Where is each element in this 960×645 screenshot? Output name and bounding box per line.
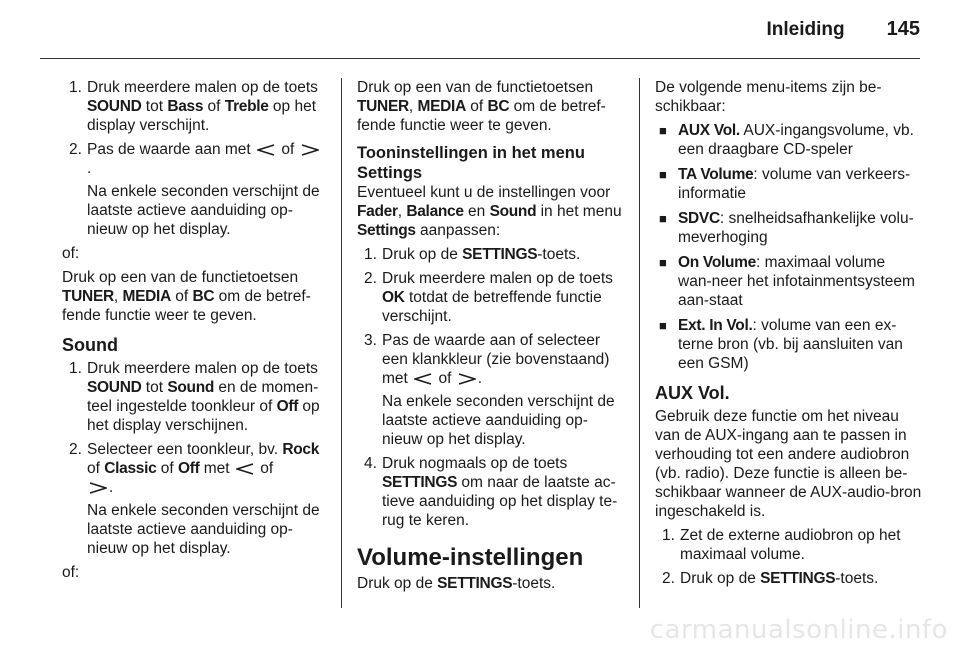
page-header: [40, 20, 920, 50]
triangle-left-icon: [257, 144, 275, 156]
triangle-left-icon: [236, 463, 254, 475]
keyword: TUNER: [62, 288, 114, 305]
or-label: of:: [62, 245, 80, 262]
keyword: On Volume: [678, 254, 756, 271]
column-2: [357, 78, 625, 598]
text: op het display verschijnt.: [87, 98, 317, 134]
text: in het menu: [536, 203, 622, 220]
text: met: [199, 460, 234, 477]
bullet-item: [655, 253, 923, 310]
paragraph: [357, 183, 625, 240]
list-item: [62, 440, 324, 558]
list-item: [357, 245, 625, 264]
text: : maximaal volume wan-neer het infotainmentsysteem aan-staat: [678, 254, 915, 309]
list-number: 1.: [69, 360, 82, 377]
list-number: 2.: [69, 441, 82, 458]
bullet-square-icon: ■: [659, 123, 667, 138]
text: Druk op de: [680, 570, 761, 587]
text: Druk meerdere malen op de toets: [87, 79, 318, 96]
text: AUX-ingangsvolume, vb. een draagbare CD-speler: [678, 122, 914, 158]
text: of: [255, 460, 274, 477]
page-title: Inleiding: [766, 19, 845, 40]
text: : snelheidsafhankelijke volu-meverhoging: [678, 210, 914, 246]
text: Druk op de: [382, 246, 463, 263]
keyword: Off: [276, 398, 299, 415]
column-1: [62, 78, 324, 587]
list-number: 3.: [364, 332, 377, 349]
keyword: SETTINGS: [760, 570, 836, 587]
triangle-right-icon: [301, 144, 319, 156]
keyword: Balance: [406, 203, 464, 220]
keyword: Bass: [167, 98, 204, 115]
list-text: [87, 78, 324, 135]
text: of: [203, 98, 225, 115]
keyword: Fader: [357, 203, 398, 220]
text: ,: [408, 98, 418, 115]
keyword: SETTINGS: [437, 575, 513, 592]
note: Na enkele seconden verschijnt de laatste actieve aanduiding op-nieuw op het display.: [382, 393, 615, 448]
text: of: [156, 460, 178, 477]
keyword: Treble: [224, 98, 269, 115]
text: of: [87, 460, 105, 477]
section-heading-sound: Sound: [62, 335, 118, 355]
bullet-square-icon: ■: [659, 211, 667, 226]
text: Druk meerdere malen op de toets: [382, 270, 613, 287]
text: .: [477, 370, 483, 387]
text: en: [463, 203, 490, 220]
bullet-item: [655, 121, 923, 159]
text: : volume van een ex-terne bron (vb. bij aansluiten van een GSM): [678, 317, 903, 372]
list-item: [62, 78, 324, 135]
text: ,: [113, 288, 123, 305]
text: Eventueel kunt u de instellingen voor: [357, 184, 611, 201]
text: en de momen-teel ingestelde toonkleur of: [87, 379, 319, 415]
note: Na enkele seconden verschijnt de laatste actieve aanduiding op-nieuw op het display.: [87, 183, 320, 238]
triangle-right-icon: [458, 373, 476, 385]
keyword: SETTINGS: [382, 474, 458, 491]
column-3: [655, 78, 923, 593]
text: Pas de waarde aan of selecteer een klankkleur (zie bovenstaand) met: [382, 332, 610, 387]
keyword: Settings: [357, 222, 416, 239]
text: .: [87, 160, 92, 177]
header-rule: [40, 58, 920, 59]
text: om de betref-fende functie weer te geven.: [62, 288, 311, 324]
section-heading-tone-settings: Tooninstellingen in het menu Settings: [357, 144, 585, 182]
list-item: [655, 526, 923, 564]
text: tot: [141, 379, 168, 396]
list-text: [382, 454, 625, 530]
or-label: of:: [62, 564, 80, 581]
list-text: [382, 269, 625, 326]
list-number: 2.: [364, 270, 377, 287]
keyword: TA Volume: [678, 166, 754, 183]
keyword: Off: [177, 460, 200, 477]
section-heading-aux-vol: AUX Vol.: [655, 383, 730, 403]
bullet-item: [655, 165, 923, 203]
triangle-left-icon: [414, 373, 432, 385]
bullet-square-icon: ■: [659, 167, 667, 182]
bullet-square-icon: ■: [659, 318, 667, 333]
paragraph: [357, 574, 625, 593]
text: of: [170, 288, 193, 305]
triangle-right-icon: [89, 482, 107, 494]
paragraph: [62, 268, 324, 325]
keyword: Sound: [167, 379, 215, 396]
paragraph: Gebruik deze functie om het niveau van de AUX-ingang aan te passen in verhouding tot een andere audiobron (vb. radio). Deze functie is alleen be-schikbaar wanneer de AUX-audio-bron ingeschakeld is.: [655, 408, 922, 520]
column-divider-1: [341, 78, 342, 608]
text: of: [277, 141, 299, 158]
text: .: [109, 479, 114, 496]
list-item: [357, 454, 625, 530]
keyword: Classic: [104, 460, 157, 477]
text: Selecteer een toonkleur, bv.: [87, 441, 283, 458]
watermark: carmanualsonline.info: [649, 615, 948, 645]
text: -toets.: [835, 570, 879, 587]
keyword: SOUND: [87, 98, 142, 115]
list-number: 2.: [69, 141, 82, 158]
paragraph: De volgende menu-items zijn be-schikbaar:: [655, 79, 882, 115]
list-text: [87, 440, 324, 497]
keyword: BC: [487, 98, 510, 115]
page-number: 145: [886, 18, 920, 40]
keyword: TUNER: [357, 98, 409, 115]
keyword: Rock: [282, 441, 320, 458]
list-text: [87, 359, 324, 435]
list-item: [62, 140, 324, 239]
bullet-square-icon: ■: [659, 255, 667, 270]
note: Na enkele seconden verschijnt de laatste actieve aanduiding op-nieuw op het display.: [87, 502, 320, 557]
section-heading-volume: Volume-instellingen: [357, 544, 584, 571]
text: of: [434, 370, 456, 387]
text: : volume van verkeers-informatie: [678, 166, 911, 202]
list-number: 1.: [364, 246, 377, 263]
bullet-item: [655, 316, 923, 373]
keyword: BC: [192, 288, 215, 305]
text: of: [465, 98, 488, 115]
paragraph: [357, 78, 625, 135]
text: ,: [397, 203, 407, 220]
list-text: [382, 245, 625, 264]
list-text: [87, 140, 324, 178]
text: -toets.: [537, 246, 581, 263]
text: aanpassen:: [415, 222, 501, 239]
keyword: Sound: [489, 203, 537, 220]
list-item: [655, 569, 923, 588]
list-item: [62, 359, 324, 435]
list-number: 1.: [69, 79, 82, 96]
text: Druk op de: [357, 575, 438, 592]
text: tot: [141, 98, 168, 115]
list-number: 4.: [364, 455, 377, 472]
text: Druk nogmaals op de toets: [382, 455, 568, 472]
list-text: Zet de externe audiobron op het maximaal volume.: [680, 527, 901, 563]
list-number: 2.: [662, 570, 675, 587]
keyword: MEDIA: [122, 288, 171, 305]
bullet-item: [655, 209, 923, 247]
text: op het display verschijnen.: [87, 398, 320, 434]
text: totdat de betreffende functie verschijnt.: [382, 289, 602, 325]
text: Druk op een van de functietoetsen: [62, 269, 299, 286]
keyword: Ext. In Vol.: [678, 317, 753, 334]
text: Druk op een van de functietoetsen: [357, 79, 594, 96]
keyword: MEDIA: [417, 98, 466, 115]
keyword: OK: [382, 289, 405, 306]
keyword: SDVC: [678, 210, 720, 227]
text: om naar de laatste ac-tieve aanduiding op het display te-rug te keren.: [382, 474, 618, 529]
text: Pas de waarde aan met: [87, 141, 256, 158]
list-number: 1.: [662, 527, 675, 544]
list-text: [382, 331, 625, 388]
text: om de betref-fende functie weer te geven.: [357, 98, 606, 134]
keyword: AUX Vol.: [678, 122, 740, 139]
text: -toets.: [512, 575, 556, 592]
list-item: [357, 269, 625, 326]
column-divider-2: [639, 78, 640, 608]
text: Druk meerdere malen op de toets: [87, 360, 318, 377]
list-item: [357, 331, 625, 449]
keyword: SOUND: [87, 379, 142, 396]
list-text: [680, 569, 923, 588]
keyword: SETTINGS: [462, 246, 538, 263]
